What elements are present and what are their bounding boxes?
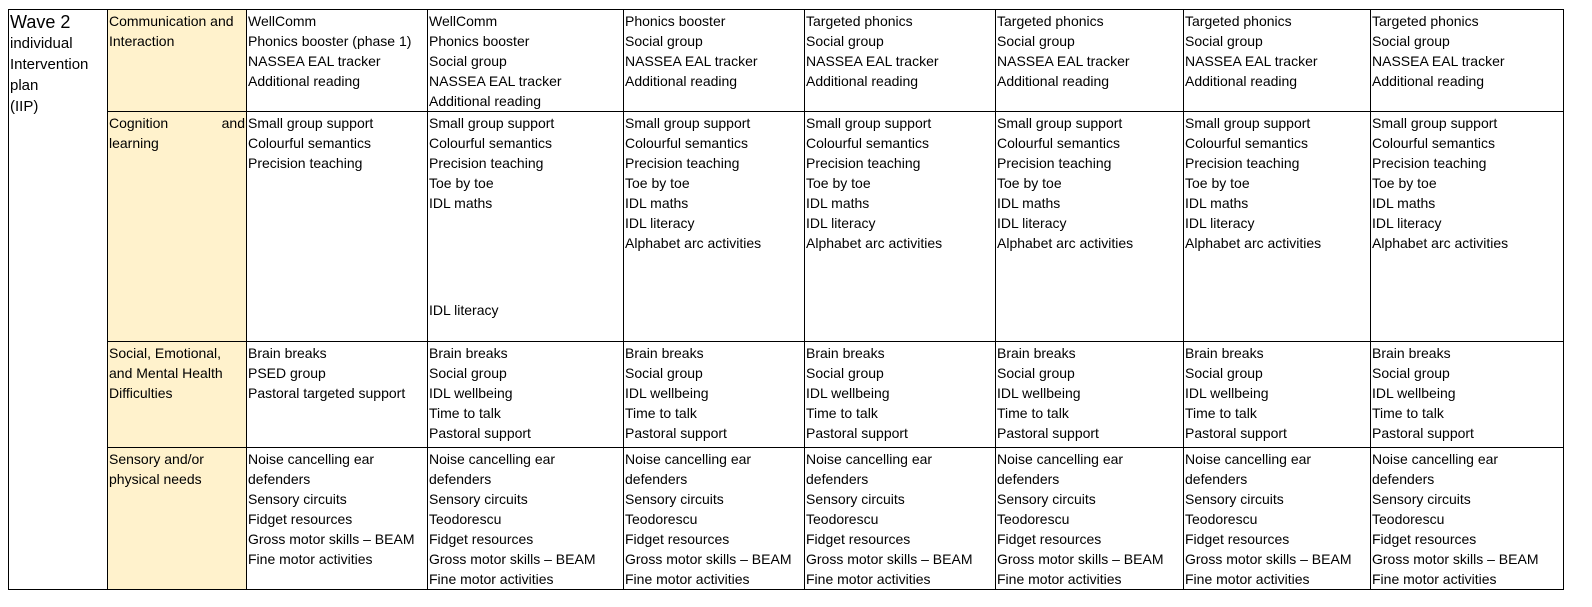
intervention-cell [428,112,624,342]
intervention-cell [1184,10,1371,112]
intervention-item: Fine motor activities [1185,571,1310,587]
intervention-item: Teodorescu [997,511,1070,527]
intervention-item: Gross motor skills – BEAM [248,531,415,547]
intervention-item: Pastoral targeted support [248,385,406,401]
intervention-item: Time to talk [429,405,501,421]
wave-subtitle-line: individual [10,35,73,52]
area-label: Communication and Interaction [109,13,234,49]
intervention-item: Precision teaching [1372,155,1487,171]
intervention-item: defenders [997,471,1060,487]
intervention-cell [1371,448,1564,590]
intervention-item: NASSEA EAL tracker [248,53,381,69]
intervention-item: IDL wellbeing [1185,385,1269,401]
intervention-item: Gross motor skills – BEAM [806,551,973,567]
intervention-item: Precision teaching [625,155,740,171]
intervention-item: Social group [1185,33,1263,49]
intervention-cell [1371,342,1564,448]
intervention-item: Phonics booster [625,13,726,29]
intervention-item: Gross motor skills – BEAM [997,551,1164,567]
intervention-item: Precision teaching [1185,155,1300,171]
intervention-item: Noise cancelling ear [625,451,752,467]
intervention-cell [1184,448,1371,590]
area-label: Sensory and/or physical needs [109,451,204,487]
intervention-item: Alphabet arc activities [806,235,943,251]
intervention-item: NASSEA EAL tracker [997,53,1130,69]
intervention-item: Colourful semantics [429,135,552,151]
intervention-item: Time to talk [997,405,1069,421]
intervention-item: Sensory circuits [625,491,724,507]
intervention-plan-table [8,9,1564,590]
wave-title: Wave 2 [10,12,71,32]
intervention-item: Social group [806,365,884,381]
intervention-item: Social group [429,365,507,381]
intervention-item: IDL wellbeing [1372,385,1456,401]
area-label-cell [108,112,247,342]
intervention-item: Colourful semantics [1185,135,1308,151]
intervention-cell [247,448,428,590]
intervention-item: NASSEA EAL tracker [1372,53,1505,69]
intervention-item: Small group support [248,115,374,131]
intervention-item: Additional reading [1185,73,1298,89]
intervention-item: Fine motor activities [429,571,554,587]
intervention-item: Noise cancelling ear [248,451,375,467]
intervention-item: Time to talk [1372,405,1444,421]
intervention-item: Alphabet arc activities [1372,235,1509,251]
intervention-cell [1184,112,1371,342]
intervention-item: IDL maths [806,195,870,211]
intervention-item: Fine motor activities [248,551,373,567]
intervention-item: Pastoral support [1372,425,1474,441]
intervention-item: Social group [625,365,703,381]
intervention-item: Small group support [429,115,555,131]
intervention-item: Toe by toe [806,175,871,191]
row-communication [9,10,1564,112]
intervention-item: Social group [1372,365,1450,381]
intervention-item: Gross motor skills – BEAM [429,551,596,567]
intervention-item: Sensory circuits [248,491,347,507]
intervention-item: Time to talk [625,405,697,421]
intervention-cell [624,10,805,112]
intervention-item: Additional reading [429,93,542,109]
intervention-item: IDL wellbeing [625,385,709,401]
intervention-item: Fidget resources [429,531,534,547]
intervention-item: Additional reading [806,73,919,89]
wave-header-cell [9,10,108,590]
intervention-item: IDL wellbeing [997,385,1081,401]
intervention-item: Precision teaching [248,155,363,171]
intervention-item: Small group support [997,115,1123,131]
intervention-item: Alphabet arc activities [1185,235,1322,251]
intervention-item: Additional reading [1372,73,1485,89]
intervention-item: Precision teaching [997,155,1112,171]
row-sensory-physical [9,448,1564,590]
intervention-item: Noise cancelling ear [806,451,933,467]
intervention-item: Sensory circuits [997,491,1096,507]
intervention-item: Fidget resources [806,531,911,547]
intervention-item: Social group [997,33,1075,49]
intervention-item: Colourful semantics [806,135,929,151]
intervention-item: Sensory circuits [429,491,528,507]
intervention-item: Sensory circuits [1372,491,1471,507]
intervention-item: IDL literacy [429,302,499,318]
intervention-cell [996,342,1184,448]
intervention-item: Small group support [1372,115,1498,131]
wave-subtitle-line: Intervention [10,56,89,73]
intervention-item: Gross motor skills – BEAM [1185,551,1352,567]
area-label-cell [108,10,247,112]
intervention-item: Targeted phonics [806,13,913,29]
intervention-item: Targeted phonics [1185,13,1292,29]
intervention-cell [624,448,805,590]
intervention-cell [247,112,428,342]
intervention-item: Social group [1372,33,1450,49]
intervention-item: Teodorescu [429,511,502,527]
intervention-cell [805,448,996,590]
intervention-cell [996,112,1184,342]
intervention-cell [428,342,624,448]
intervention-item: Time to talk [806,405,878,421]
intervention-item: IDL literacy [806,215,876,231]
intervention-item: Additional reading [997,73,1110,89]
intervention-item: Social group [997,365,1075,381]
intervention-item: Pastoral support [429,425,531,441]
intervention-item: Fidget resources [248,511,353,527]
intervention-item: IDL literacy [1372,215,1442,231]
intervention-item: Precision teaching [806,155,921,171]
intervention-item: Phonics booster [429,33,530,49]
intervention-item: Social group [429,53,507,69]
intervention-item: Colourful semantics [1372,135,1495,151]
intervention-item: Colourful semantics [997,135,1120,151]
intervention-item: IDL maths [1185,195,1249,211]
intervention-item: Small group support [1185,115,1311,131]
intervention-item: Fidget resources [1185,531,1290,547]
intervention-item: defenders [1185,471,1248,487]
intervention-item: Teodorescu [1185,511,1258,527]
intervention-item: Brain breaks [1185,345,1264,361]
row-social-emotional [9,342,1564,448]
intervention-cell [996,10,1184,112]
intervention-item: NASSEA EAL tracker [1185,53,1318,69]
area-label: Social, Emotional, and Mental Health Difficulties [109,345,223,401]
intervention-cell [805,342,996,448]
intervention-item: Fidget resources [997,531,1102,547]
intervention-item: Gross motor skills – BEAM [1372,551,1539,567]
intervention-cell [805,112,996,342]
intervention-item: Toe by toe [429,175,494,191]
intervention-item: Fidget resources [625,531,730,547]
intervention-item: Social group [806,33,884,49]
intervention-item: PSED group [248,365,326,381]
intervention-item: Toe by toe [625,175,690,191]
intervention-item: Fine motor activities [806,571,931,587]
intervention-item: Colourful semantics [625,135,748,151]
cell-spacer [429,213,622,300]
intervention-item: Time to talk [1185,405,1257,421]
intervention-item: Social group [1185,365,1263,381]
intervention-item: Teodorescu [806,511,879,527]
intervention-item: Targeted phonics [1372,13,1479,29]
intervention-item: Social group [625,33,703,49]
intervention-item: Fine motor activities [625,571,750,587]
intervention-cell [1184,342,1371,448]
intervention-item: Sensory circuits [806,491,905,507]
intervention-item: Small group support [806,115,932,131]
intervention-cell [624,112,805,342]
intervention-item: Pastoral support [1185,425,1287,441]
intervention-cell [428,448,624,590]
wave-subtitle-line: (IIP) [10,98,39,115]
intervention-item: Pastoral support [997,425,1099,441]
intervention-item: Phonics booster (phase 1) [248,33,412,49]
intervention-cell [1371,10,1564,112]
intervention-item: Toe by toe [1372,175,1437,191]
intervention-cell [624,342,805,448]
intervention-item: Toe by toe [997,175,1062,191]
intervention-item: Noise cancelling ear [1372,451,1499,467]
intervention-item: Noise cancelling ear [429,451,556,467]
intervention-item: Alphabet arc activities [625,235,762,251]
area-label-cell [108,342,247,448]
intervention-item: WellComm [248,13,317,29]
intervention-item: Colourful semantics [248,135,371,151]
intervention-cell [428,10,624,112]
intervention-item: Pastoral support [625,425,727,441]
intervention-item: NASSEA EAL tracker [625,53,758,69]
intervention-item: Teodorescu [1372,511,1445,527]
intervention-item: IDL wellbeing [429,385,513,401]
intervention-cell [996,448,1184,590]
intervention-cell [247,10,428,112]
intervention-item: Targeted phonics [997,13,1104,29]
intervention-item: Fine motor activities [1372,571,1497,587]
intervention-item: IDL wellbeing [806,385,890,401]
intervention-item: Toe by toe [1185,175,1250,191]
intervention-item: IDL literacy [997,215,1067,231]
intervention-item: Noise cancelling ear [997,451,1124,467]
intervention-item: Fidget resources [1372,531,1477,547]
intervention-item: IDL maths [429,195,493,211]
intervention-item: Brain breaks [248,345,327,361]
intervention-item: Brain breaks [806,345,885,361]
intervention-item: defenders [806,471,869,487]
intervention-item: Teodorescu [625,511,698,527]
intervention-item: Alphabet arc activities [997,235,1134,251]
intervention-item: IDL maths [1372,195,1436,211]
intervention-cell [1371,112,1564,342]
intervention-item: defenders [429,471,492,487]
intervention-item: IDL maths [625,195,689,211]
area-label-cell [108,448,247,590]
intervention-item: Brain breaks [625,345,704,361]
intervention-item: Additional reading [625,73,738,89]
intervention-item: Precision teaching [429,155,544,171]
area-label: Cognition and learning [109,115,245,151]
intervention-item: Brain breaks [997,345,1076,361]
intervention-item: IDL maths [997,195,1061,211]
intervention-item: NASSEA EAL tracker [429,73,562,89]
intervention-cell [805,10,996,112]
intervention-item: WellComm [429,13,498,29]
intervention-item: Pastoral support [806,425,908,441]
intervention-item: Small group support [625,115,751,131]
intervention-item: Gross motor skills – BEAM [625,551,792,567]
row-cognition [9,112,1564,342]
intervention-item: Brain breaks [429,345,508,361]
intervention-item: IDL literacy [625,215,695,231]
intervention-item: Additional reading [248,73,361,89]
intervention-item: Sensory circuits [1185,491,1284,507]
intervention-item: defenders [248,471,311,487]
intervention-cell [247,342,428,448]
wave-subtitle-line: plan [10,77,39,94]
intervention-item: Brain breaks [1372,345,1451,361]
intervention-item: NASSEA EAL tracker [806,53,939,69]
intervention-item: Noise cancelling ear [1185,451,1312,467]
intervention-item: defenders [1372,471,1435,487]
intervention-item: defenders [625,471,688,487]
intervention-item: IDL literacy [1185,215,1255,231]
intervention-item: Fine motor activities [997,571,1122,587]
